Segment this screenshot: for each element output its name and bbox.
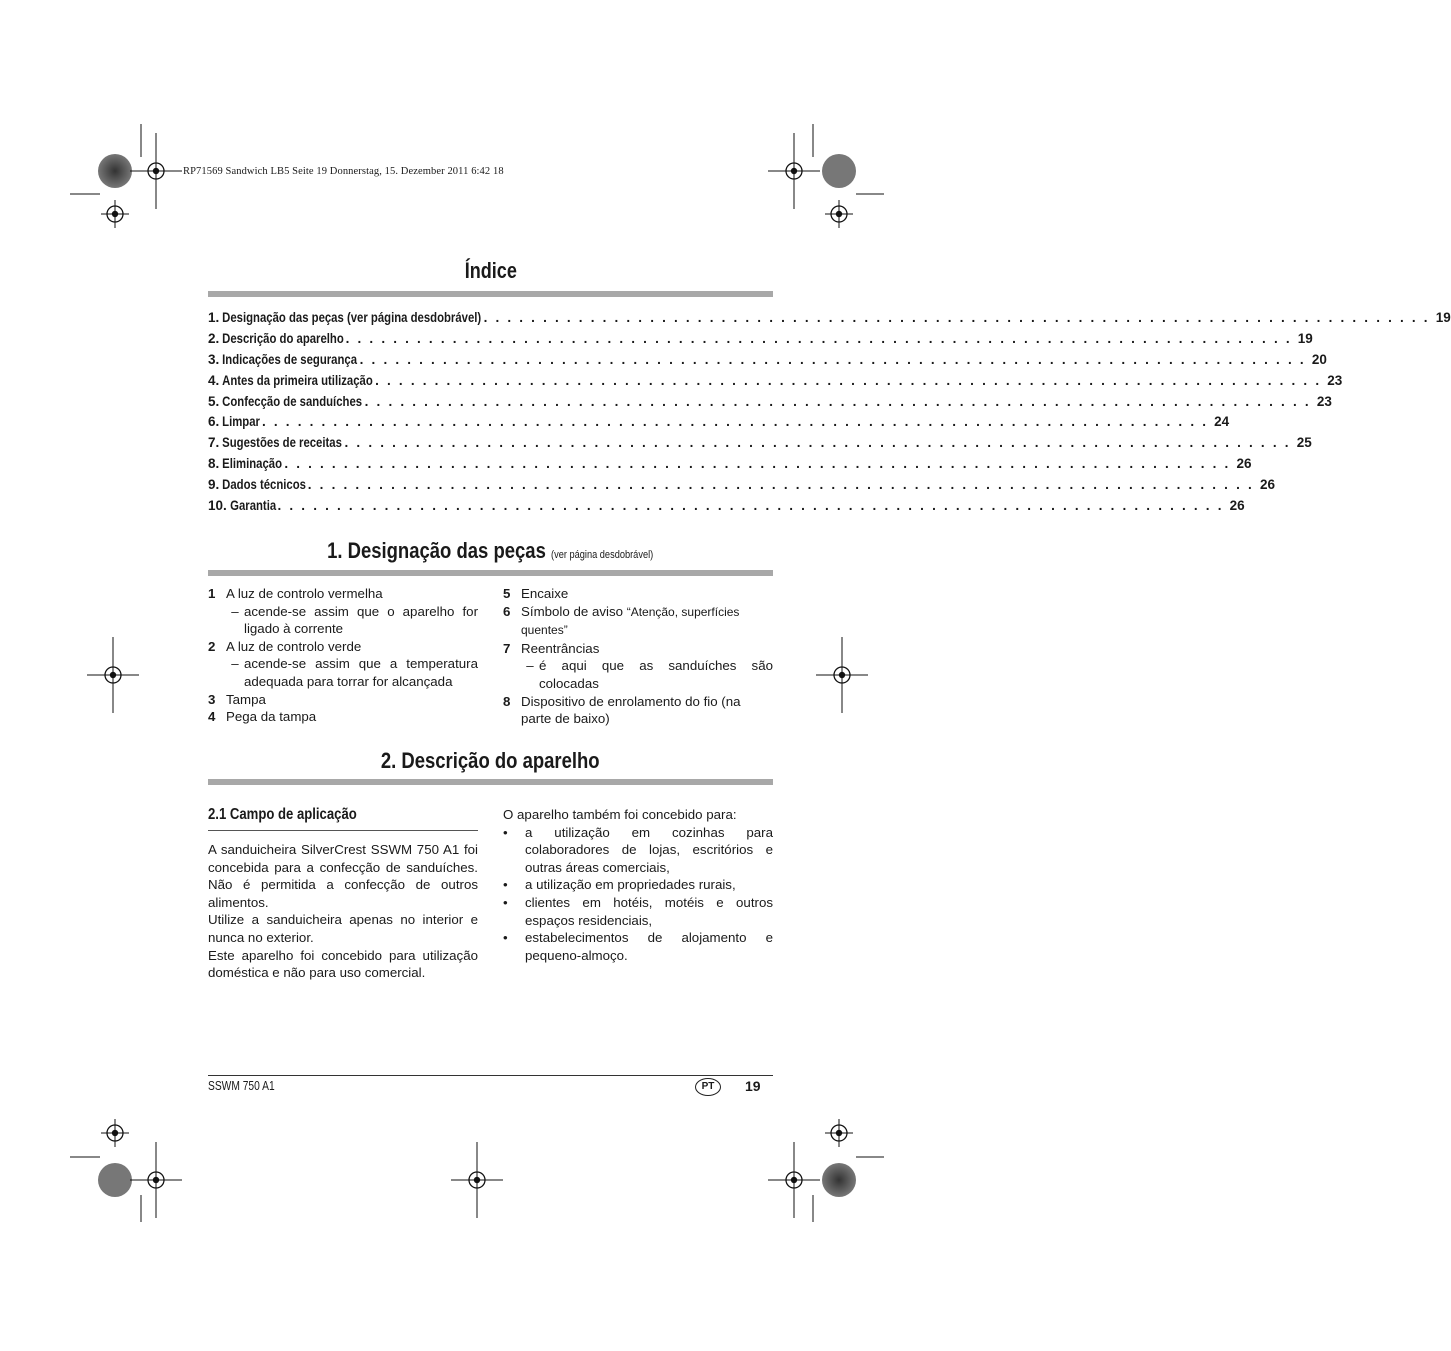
toc-number: 7. [208, 435, 220, 451]
part-line [208, 585, 478, 603]
toc-page-number: 19 [1435, 310, 1451, 325]
paragraph: Este aparelho foi concebido para utilização doméstica e não para uso comercial. [208, 947, 478, 981]
toc-page-number: 24 [1214, 414, 1230, 430]
toc-entry [208, 477, 1275, 498]
toc-entry [208, 435, 1312, 456]
section2-bar [208, 779, 773, 785]
footer-model: SSWM 750 A1 [208, 1079, 275, 1093]
table-of-contents [208, 310, 1451, 519]
bullet-item [503, 929, 773, 964]
toc-entry [208, 310, 1451, 331]
parts-list-left [208, 585, 478, 726]
part-line [503, 640, 773, 658]
part-number: 5 [503, 586, 511, 601]
toc-title: Confecção de sanduíches [219, 393, 363, 409]
toc-leader: . . . . . . . . . . . . . . . . . . . . . . . . . . . . . . . . . . . . . . . . . . . . . . . . . . . . . . . . . . . . . . . . . . . . . . . . . . . . . . . . [364, 393, 1311, 409]
part-line [503, 603, 773, 640]
toc-number: 1. [208, 310, 220, 325]
language-badge: PT [695, 1078, 721, 1096]
parts-list-right [503, 585, 773, 728]
bullet-text: a utilização em propriedades rurais, [525, 877, 736, 893]
usage-bullets [503, 824, 773, 965]
part-number: 3 [208, 691, 216, 707]
subsection-title: 2.1 Campo de aplicação [208, 806, 357, 823]
section2-left-column [208, 806, 478, 982]
toc-entry [208, 498, 1245, 519]
toc-page-number: 26 [1259, 477, 1275, 493]
toc-entry [208, 372, 1343, 394]
part-label: Encaixe [521, 586, 569, 601]
subsection-rule [208, 830, 478, 831]
section2-heading: 2. Descrição do aparelho [381, 748, 600, 773]
bullet-item [503, 894, 773, 929]
bullet-icon: • [503, 877, 508, 893]
section1-subtitle: (ver página desdobrável) [551, 549, 654, 561]
toc-leader: . . . . . . . . . . . . . . . . . . . . . . . . . . . . . . . . . . . . . . . . . . . . . . . . . . . . . . . . . . . . . . . . . . . . . . . . . . . . . . . . [359, 351, 1306, 367]
bullet-item [503, 824, 773, 877]
section1-bar [208, 570, 773, 576]
part-label: Pega da tampa [226, 709, 317, 725]
toc-number: 4. [208, 372, 220, 388]
toc-number: 9. [208, 477, 220, 493]
part-item [503, 585, 773, 603]
part-label-note: “Atenção, superfícies quentes” [521, 604, 740, 638]
part-label: Tampa [226, 691, 266, 707]
part-description-text: é aqui que as sanduíches são colocadas [539, 658, 773, 691]
part-description-text: acende-se assim que o aparelho for ligado à corrente [244, 603, 478, 637]
bullet-icon: • [503, 930, 508, 946]
part-label: A luz de controlo verde [226, 638, 362, 654]
bullet-item [503, 876, 773, 894]
toc-title: Dados técnicos [219, 477, 307, 493]
part-number: 2 [208, 638, 216, 654]
color-target-icon [98, 154, 132, 188]
footer-rule [208, 1075, 773, 1076]
part-line [503, 585, 773, 603]
toc-leader: . . . . . . . . . . . . . . . . . . . . . . . . . . . . . . . . . . . . . . . . . . . . . . . . . . . . . . . . . . . . . . . . . . . . . . . . . . . . . . . . [375, 372, 1322, 388]
dash: – [231, 603, 239, 619]
toc-title: Descrição do aparelho [219, 330, 345, 346]
part-description [208, 603, 478, 638]
paragraph: A sanduicheira SilverCrest SSWM 750 A1 foi concebida para a confecção de sanduíches. Não é permitida a confecção de outros alimentos. [208, 842, 478, 910]
part-line [208, 638, 478, 656]
toc-number: 8. [208, 456, 220, 472]
part-label: Reentrâncias [521, 640, 600, 656]
dash: – [526, 658, 534, 674]
part-item [503, 640, 773, 693]
toc-entry [208, 456, 1252, 477]
toc-leader: . . . . . . . . . . . . . . . . . . . . . . . . . . . . . . . . . . . . . . . . . . . . . . . . . . . . . . . . . . . . . . . . . . . . . . . . . . . . . . . . [307, 477, 1254, 493]
bullet-icon: • [503, 894, 508, 910]
toc-leader: . . . . . . . . . . . . . . . . . . . . . . . . . . . . . . . . . . . . . . . . . . . . . . . . . . . . . . . . . . . . . . . . . . . . . . . . . . . . . . . . [277, 498, 1224, 514]
toc-number: 5. [208, 393, 220, 409]
toc-number: 6. [208, 414, 220, 430]
toc-page-number: 20 [1311, 351, 1327, 367]
bullet-text: clientes em hotéis, motéis e outros espaços residenciais, [525, 894, 773, 928]
toc-entry [208, 414, 1230, 435]
toc-page-number: 19 [1297, 330, 1313, 346]
part-label: Símbolo de aviso “Atenção, superfícies quentes” [521, 603, 740, 638]
part-item [208, 691, 478, 709]
also-intro: O aparelho também foi concebido para: [503, 807, 737, 822]
toc-leader: . . . . . . . . . . . . . . . . . . . . . . . . . . . . . . . . . . . . . . . . . . . . . . . . . . . . . . . . . . . . . . . . . . . . . . . . . . . . . . . . [262, 414, 1209, 430]
toc-page-number: 23 [1316, 393, 1332, 409]
toc-number: 10. [208, 498, 227, 514]
toc-title: Indicações de segurança [219, 351, 358, 367]
toc-page-number: 25 [1296, 435, 1312, 451]
part-item [503, 693, 773, 728]
part-number: 6 [503, 603, 511, 619]
part-number: 1 [208, 586, 216, 601]
toc-leader: . . . . . . . . . . . . . . . . . . . . . . . . . . . . . . . . . . . . . . . . . . . . . . . . . . . . . . . . . . . . . . . . . . . . . . . . . . . . . . . . [344, 435, 1291, 451]
bullet-text: a utilização em cozinhas para colaboradores de lojas, escritórios e outras áreas comerciais, [525, 824, 773, 875]
paragraph: Utilize a sanduicheira apenas no interior e nunca no exterior. [208, 912, 478, 945]
part-line [208, 708, 478, 726]
toc-number: 3. [208, 351, 220, 367]
part-number: 8 [503, 693, 511, 709]
part-line [208, 691, 478, 709]
toc-title: Sugestões de receitas [219, 435, 343, 451]
index-title: Índice [464, 258, 517, 283]
toc-leader: . . . . . . . . . . . . . . . . . . . . . . . . . . . . . . . . . . . . . . . . . . . . . . . . . . . . . . . . . . . . . . . . . . . . . . . . . . . . . . . . [483, 310, 1430, 325]
part-description [208, 655, 478, 690]
print-header: RP71569 Sandwich LB5 Seite 19 Donnerstag, 15. Dezember 2011 6:42 18 [183, 166, 504, 177]
toc-title: Antes da primeira utilização [219, 372, 374, 388]
part-number: 4 [208, 709, 216, 725]
part-line [503, 693, 773, 728]
toc-title: Garantia [226, 498, 276, 514]
bullet-text: estabelecimentos de alojamento e pequeno-almoço. [525, 930, 773, 963]
toc-leader: . . . . . . . . . . . . . . . . . . . . . . . . . . . . . . . . . . . . . . . . . . . . . . . . . . . . . . . . . . . . . . . . . . . . . . . . . . . . . . . . [345, 330, 1292, 346]
part-item [208, 708, 478, 726]
page-number: 19 [745, 1078, 761, 1094]
toc-entry [208, 351, 1327, 373]
part-number: 7 [503, 640, 511, 656]
part-description-text: acende-se assim que a temperatura adequada para torrar for alcançada [244, 656, 478, 689]
toc-page-number: 26 [1236, 456, 1252, 472]
part-description [503, 657, 773, 692]
part-item [503, 603, 773, 640]
section2-right-column [503, 806, 773, 964]
toc-title: Limpar [219, 414, 261, 430]
toc-leader: . . . . . . . . . . . . . . . . . . . . . . . . . . . . . . . . . . . . . . . . . . . . . . . . . . . . . . . . . . . . . . . . . . . . . . . . . . . . . . . . [284, 456, 1231, 472]
dash: – [231, 656, 239, 672]
bullet-icon: • [503, 824, 508, 840]
section1-heading: 1. Designação das peças (ver página desdobrável) [327, 538, 654, 563]
application-paragraphs [208, 841, 478, 982]
toc-title: Designação das peças (ver página desdobrável) [219, 310, 482, 325]
toc-page-number: 23 [1327, 372, 1343, 388]
part-item [208, 585, 478, 638]
part-label: A luz de controlo vermelha [226, 586, 383, 601]
toc-page-number: 26 [1229, 498, 1245, 514]
toc-number: 2. [208, 330, 220, 346]
part-label: Dispositivo de enrolamento do fio (na parte de baixo) [521, 693, 741, 727]
toc-entry [208, 393, 1332, 415]
part-item [208, 638, 478, 691]
toc-title: Eliminação [219, 456, 283, 472]
toc-entry [208, 330, 1313, 352]
index-title-bar [208, 291, 773, 297]
